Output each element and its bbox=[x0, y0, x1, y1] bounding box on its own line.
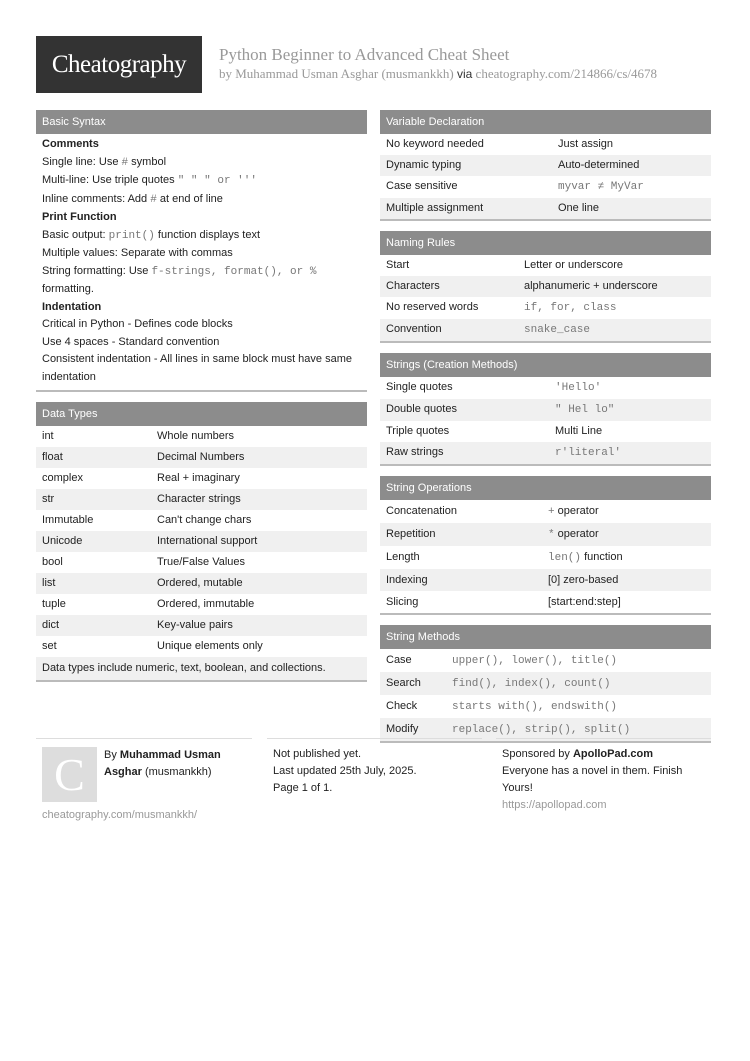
cell-text: No keyword needed bbox=[386, 138, 484, 150]
code-snippet: snake_case bbox=[524, 324, 591, 336]
cell-text: Double quotes bbox=[386, 403, 457, 415]
box-title: Strings (Creation Methods) bbox=[380, 353, 711, 377]
code-snippet: f-strings, format(), or % bbox=[151, 265, 317, 278]
row-value bbox=[548, 500, 599, 523]
page-title: Python Beginner to Advanced Cheat Sheet bbox=[219, 45, 510, 64]
table-row bbox=[380, 276, 711, 297]
table-row bbox=[36, 573, 367, 594]
line-text: function displays text bbox=[154, 228, 261, 241]
table-row bbox=[380, 176, 711, 198]
row-label bbox=[386, 500, 548, 523]
row-label bbox=[386, 591, 548, 613]
footer-status bbox=[267, 738, 482, 804]
code-snippet: len() bbox=[548, 552, 582, 564]
row-value bbox=[555, 442, 621, 464]
sponsor-name[interactable]: ApolloPad.com bbox=[572, 748, 653, 760]
right-column bbox=[380, 110, 711, 753]
row-label bbox=[386, 523, 548, 546]
row-value bbox=[524, 319, 590, 341]
table-row bbox=[380, 377, 711, 399]
basic-syntax-content bbox=[36, 134, 367, 390]
sponsor-tagline: Everyone has a novel in them. Finish Yours! bbox=[502, 765, 683, 794]
line-text: at end of line bbox=[156, 192, 223, 205]
box-title: Basic Syntax bbox=[36, 110, 367, 134]
table-row bbox=[380, 649, 711, 672]
table-row bbox=[380, 297, 711, 319]
table-row bbox=[36, 510, 367, 531]
data-types-table bbox=[36, 426, 367, 657]
row-value bbox=[524, 297, 616, 319]
syntax-line bbox=[42, 154, 361, 173]
section-heading: Print Function bbox=[42, 211, 117, 223]
type-name: tuple bbox=[42, 598, 66, 610]
author-line[interactable]: by Muhammad Usman Asghar (musmankkh) bbox=[219, 66, 454, 81]
strings-creation-box bbox=[380, 353, 711, 466]
line-text: symbol bbox=[128, 155, 167, 168]
string-operations-box bbox=[380, 476, 711, 615]
naming-rules-box bbox=[380, 231, 711, 343]
cell-text: Characters bbox=[386, 280, 440, 292]
code-snippet: if, for, class bbox=[524, 302, 617, 314]
line-text: Consistent indentation - All lines in same block must have same indentation bbox=[42, 353, 352, 383]
row-value bbox=[452, 649, 617, 672]
table-row bbox=[36, 615, 367, 636]
data-types-box bbox=[36, 402, 367, 682]
type-description: Real + imaginary bbox=[157, 472, 240, 484]
syntax-line bbox=[42, 263, 361, 299]
row-label bbox=[386, 134, 558, 155]
row-value bbox=[548, 569, 618, 591]
type-name: str bbox=[42, 493, 55, 505]
code-snippet: # bbox=[150, 193, 157, 206]
row-value bbox=[558, 198, 599, 219]
box-title: String Methods bbox=[380, 625, 711, 649]
last-updated: Last updated 25th July, 2025. bbox=[273, 765, 417, 777]
status-text bbox=[267, 739, 482, 804]
cell-text: Repetition bbox=[386, 528, 436, 540]
table-row bbox=[380, 319, 711, 341]
author-avatar[interactable] bbox=[42, 747, 97, 802]
author-handle: (musmankkh) bbox=[141, 766, 212, 778]
table-row bbox=[380, 672, 711, 695]
line-text: Multi-line: Use triple quotes bbox=[42, 174, 178, 186]
sponsor-text bbox=[496, 739, 711, 821]
basic-syntax-box bbox=[36, 110, 367, 392]
row-label bbox=[386, 176, 558, 198]
cell-text: [0] zero-based bbox=[548, 574, 619, 586]
row-label bbox=[386, 377, 555, 399]
table-row bbox=[380, 591, 711, 613]
code-snippet: find(), index(), count() bbox=[452, 678, 611, 690]
table-row bbox=[380, 500, 711, 523]
table-row bbox=[380, 155, 711, 176]
code-snippet: # bbox=[121, 156, 129, 169]
code-snippet: print() bbox=[108, 229, 155, 242]
table-row bbox=[36, 426, 367, 447]
sponsor-label: Sponsored by bbox=[502, 748, 573, 760]
cell-text: Length bbox=[386, 551, 420, 563]
author-name-2[interactable]: Asghar bbox=[104, 766, 142, 778]
left-column bbox=[36, 110, 367, 692]
cell-text: [start:end:step] bbox=[548, 596, 621, 608]
row-label bbox=[386, 672, 452, 695]
syntax-line bbox=[42, 172, 361, 191]
row-label bbox=[386, 255, 524, 276]
footer-author bbox=[36, 738, 252, 821]
author-name[interactable]: Muhammad Usman bbox=[119, 749, 221, 761]
avatar-letter: C bbox=[54, 749, 85, 800]
table-row bbox=[380, 399, 711, 421]
row-value bbox=[548, 591, 621, 613]
table-row bbox=[36, 531, 367, 552]
table-row bbox=[380, 569, 711, 591]
row-value bbox=[555, 377, 601, 399]
box-title: Variable Declaration bbox=[380, 110, 711, 134]
row-label bbox=[386, 399, 555, 421]
cell-text: One line bbox=[558, 202, 599, 214]
row-label bbox=[386, 155, 558, 176]
row-label bbox=[386, 276, 524, 297]
type-name: set bbox=[42, 640, 57, 652]
type-name: Immutable bbox=[42, 514, 94, 526]
code-snippet: 'Hello' bbox=[555, 382, 602, 394]
cell-text: Case bbox=[386, 654, 412, 666]
data-types-note: Data types include numeric, text, boolean, and collections. bbox=[36, 657, 367, 680]
sheet-url[interactable]: cheatography.com/214866/cs/4678 bbox=[475, 66, 658, 81]
cell-text: Single quotes bbox=[386, 381, 453, 393]
type-description: Can't change chars bbox=[157, 514, 252, 526]
table-row bbox=[380, 198, 711, 219]
cell-text: Modify bbox=[386, 723, 419, 735]
row-label bbox=[386, 649, 452, 672]
type-description: Ordered, mutable bbox=[157, 577, 243, 589]
cell-text: alphanumeric + underscore bbox=[524, 280, 658, 292]
line-text: String formatting: Use bbox=[42, 264, 152, 277]
author-info bbox=[104, 747, 254, 781]
published-status: Not published yet. bbox=[273, 748, 362, 760]
code-snippet: myvar ≠ MyVar bbox=[558, 181, 644, 193]
type-description: Key-value pairs bbox=[157, 619, 233, 631]
author-by: By bbox=[104, 749, 120, 761]
line-text: Basic output: bbox=[42, 228, 109, 241]
variable-declaration-box bbox=[380, 110, 711, 221]
row-value bbox=[452, 695, 617, 718]
code-snippet: + bbox=[548, 506, 555, 518]
table-row bbox=[380, 523, 711, 546]
row-value bbox=[452, 672, 610, 695]
cell-text: Auto-determined bbox=[558, 159, 640, 171]
cell-text: Multi Line bbox=[555, 425, 603, 437]
page-footer bbox=[36, 738, 711, 828]
page-number: Page 1 of 1. bbox=[273, 782, 333, 794]
row-value bbox=[555, 421, 602, 442]
code-snippet: " " " or ''' bbox=[177, 175, 257, 187]
footer-sponsor bbox=[496, 738, 711, 821]
row-label bbox=[386, 442, 555, 464]
line-text: Inline comments: Add bbox=[42, 192, 151, 205]
box-title: Naming Rules bbox=[380, 231, 711, 255]
section-heading: Indentation bbox=[42, 300, 102, 313]
table-row bbox=[380, 442, 711, 464]
cell-text: Just assign bbox=[558, 138, 614, 150]
cell-text: operator bbox=[554, 528, 599, 540]
logo-text: Cheatography bbox=[51, 50, 187, 78]
table-row bbox=[36, 636, 367, 657]
code-snippet: upper(), lower(), title() bbox=[452, 655, 618, 667]
string-methods-table bbox=[380, 649, 711, 741]
string-operations-table bbox=[380, 500, 711, 613]
row-label bbox=[386, 546, 548, 569]
page-subtitle bbox=[219, 66, 657, 82]
table-row bbox=[380, 255, 711, 276]
row-value bbox=[524, 255, 623, 276]
via-label: via bbox=[456, 67, 473, 81]
code-snippet: starts with(), endswith() bbox=[452, 701, 618, 713]
row-label bbox=[386, 569, 548, 591]
row-value bbox=[558, 176, 644, 198]
row-label bbox=[386, 198, 558, 219]
strings-creation-table bbox=[380, 377, 711, 464]
table-row bbox=[380, 134, 711, 155]
row-label bbox=[386, 421, 555, 442]
type-description: Decimal Numbers bbox=[157, 451, 245, 463]
cell-text: operator bbox=[554, 505, 599, 517]
line-text: formatting. bbox=[42, 283, 94, 295]
cell-text: Letter or underscore bbox=[524, 259, 624, 271]
table-row bbox=[36, 552, 367, 573]
cell-text: Concatenation bbox=[386, 505, 457, 517]
syntax-line bbox=[42, 227, 361, 246]
cell-text: Multiple assignment bbox=[386, 202, 484, 214]
row-label bbox=[386, 297, 524, 319]
cell-text: Check bbox=[386, 700, 418, 712]
table-row bbox=[380, 546, 711, 569]
string-methods-box bbox=[380, 625, 711, 743]
table-row bbox=[380, 695, 711, 718]
type-description: Character strings bbox=[157, 493, 241, 505]
cheatography-logo[interactable] bbox=[36, 36, 202, 93]
row-value bbox=[555, 399, 614, 421]
syntax-line bbox=[42, 245, 361, 263]
table-row bbox=[380, 421, 711, 442]
code-snippet: replace(), strip(), split() bbox=[452, 724, 631, 736]
code-snippet: r'literal' bbox=[555, 447, 622, 459]
row-value bbox=[524, 276, 658, 297]
code-snippet: " Hel lo" bbox=[555, 404, 615, 416]
cell-text: Triple quotes bbox=[386, 425, 450, 437]
type-name: list bbox=[42, 577, 56, 589]
cell-text: Indexing bbox=[386, 574, 428, 586]
line-text: Use 4 spaces - Standard convention bbox=[42, 335, 220, 348]
syntax-line bbox=[42, 191, 361, 210]
cell-text: Slicing bbox=[386, 596, 419, 608]
author-url[interactable]: cheatography.com/musmankkh/ bbox=[42, 809, 198, 821]
naming-rules-table bbox=[380, 255, 711, 341]
syntax-line bbox=[42, 316, 361, 334]
type-description: Whole numbers bbox=[157, 430, 235, 442]
box-title: Data Types bbox=[36, 402, 367, 426]
cell-text: Raw strings bbox=[386, 446, 444, 458]
cell-text: No reserved words bbox=[386, 301, 479, 313]
syntax-line bbox=[42, 351, 361, 386]
row-value bbox=[548, 546, 623, 569]
line-text: Critical in Python - Defines code blocks bbox=[42, 318, 233, 330]
table-row bbox=[36, 468, 367, 489]
table-row bbox=[36, 447, 367, 468]
row-value bbox=[558, 155, 639, 176]
type-description: Ordered, immutable bbox=[157, 598, 255, 610]
type-name: dict bbox=[42, 619, 60, 631]
section-heading: Comments bbox=[42, 138, 99, 150]
cell-text: function bbox=[581, 551, 623, 563]
type-name: Unicode bbox=[42, 535, 83, 547]
type-description: Unique elements only bbox=[157, 640, 263, 652]
syntax-line bbox=[42, 334, 361, 352]
line-text: Multiple values: Separate with commas bbox=[42, 247, 233, 259]
row-label bbox=[386, 695, 452, 718]
type-name: int bbox=[42, 430, 54, 442]
code-snippet: * bbox=[548, 529, 555, 541]
cell-text: Start bbox=[386, 259, 410, 271]
row-value bbox=[558, 134, 613, 155]
sponsor-url[interactable]: https://apollopad.com bbox=[502, 799, 607, 811]
type-name: float bbox=[42, 451, 63, 463]
cell-text: Dynamic typing bbox=[386, 159, 462, 171]
cell-text: Convention bbox=[386, 323, 442, 335]
type-description: International support bbox=[157, 535, 258, 547]
table-row bbox=[36, 489, 367, 510]
type-name: complex bbox=[42, 472, 83, 484]
box-title: String Operations bbox=[380, 476, 711, 500]
type-name: bool bbox=[42, 556, 63, 568]
variable-declaration-table bbox=[380, 134, 711, 219]
row-value bbox=[548, 523, 599, 546]
row-label bbox=[386, 319, 524, 341]
cell-text: Search bbox=[386, 677, 421, 689]
type-description: True/False Values bbox=[157, 556, 246, 568]
cell-text: Case sensitive bbox=[386, 180, 458, 192]
table-row bbox=[36, 594, 367, 615]
line-text: Single line: Use bbox=[42, 155, 122, 168]
